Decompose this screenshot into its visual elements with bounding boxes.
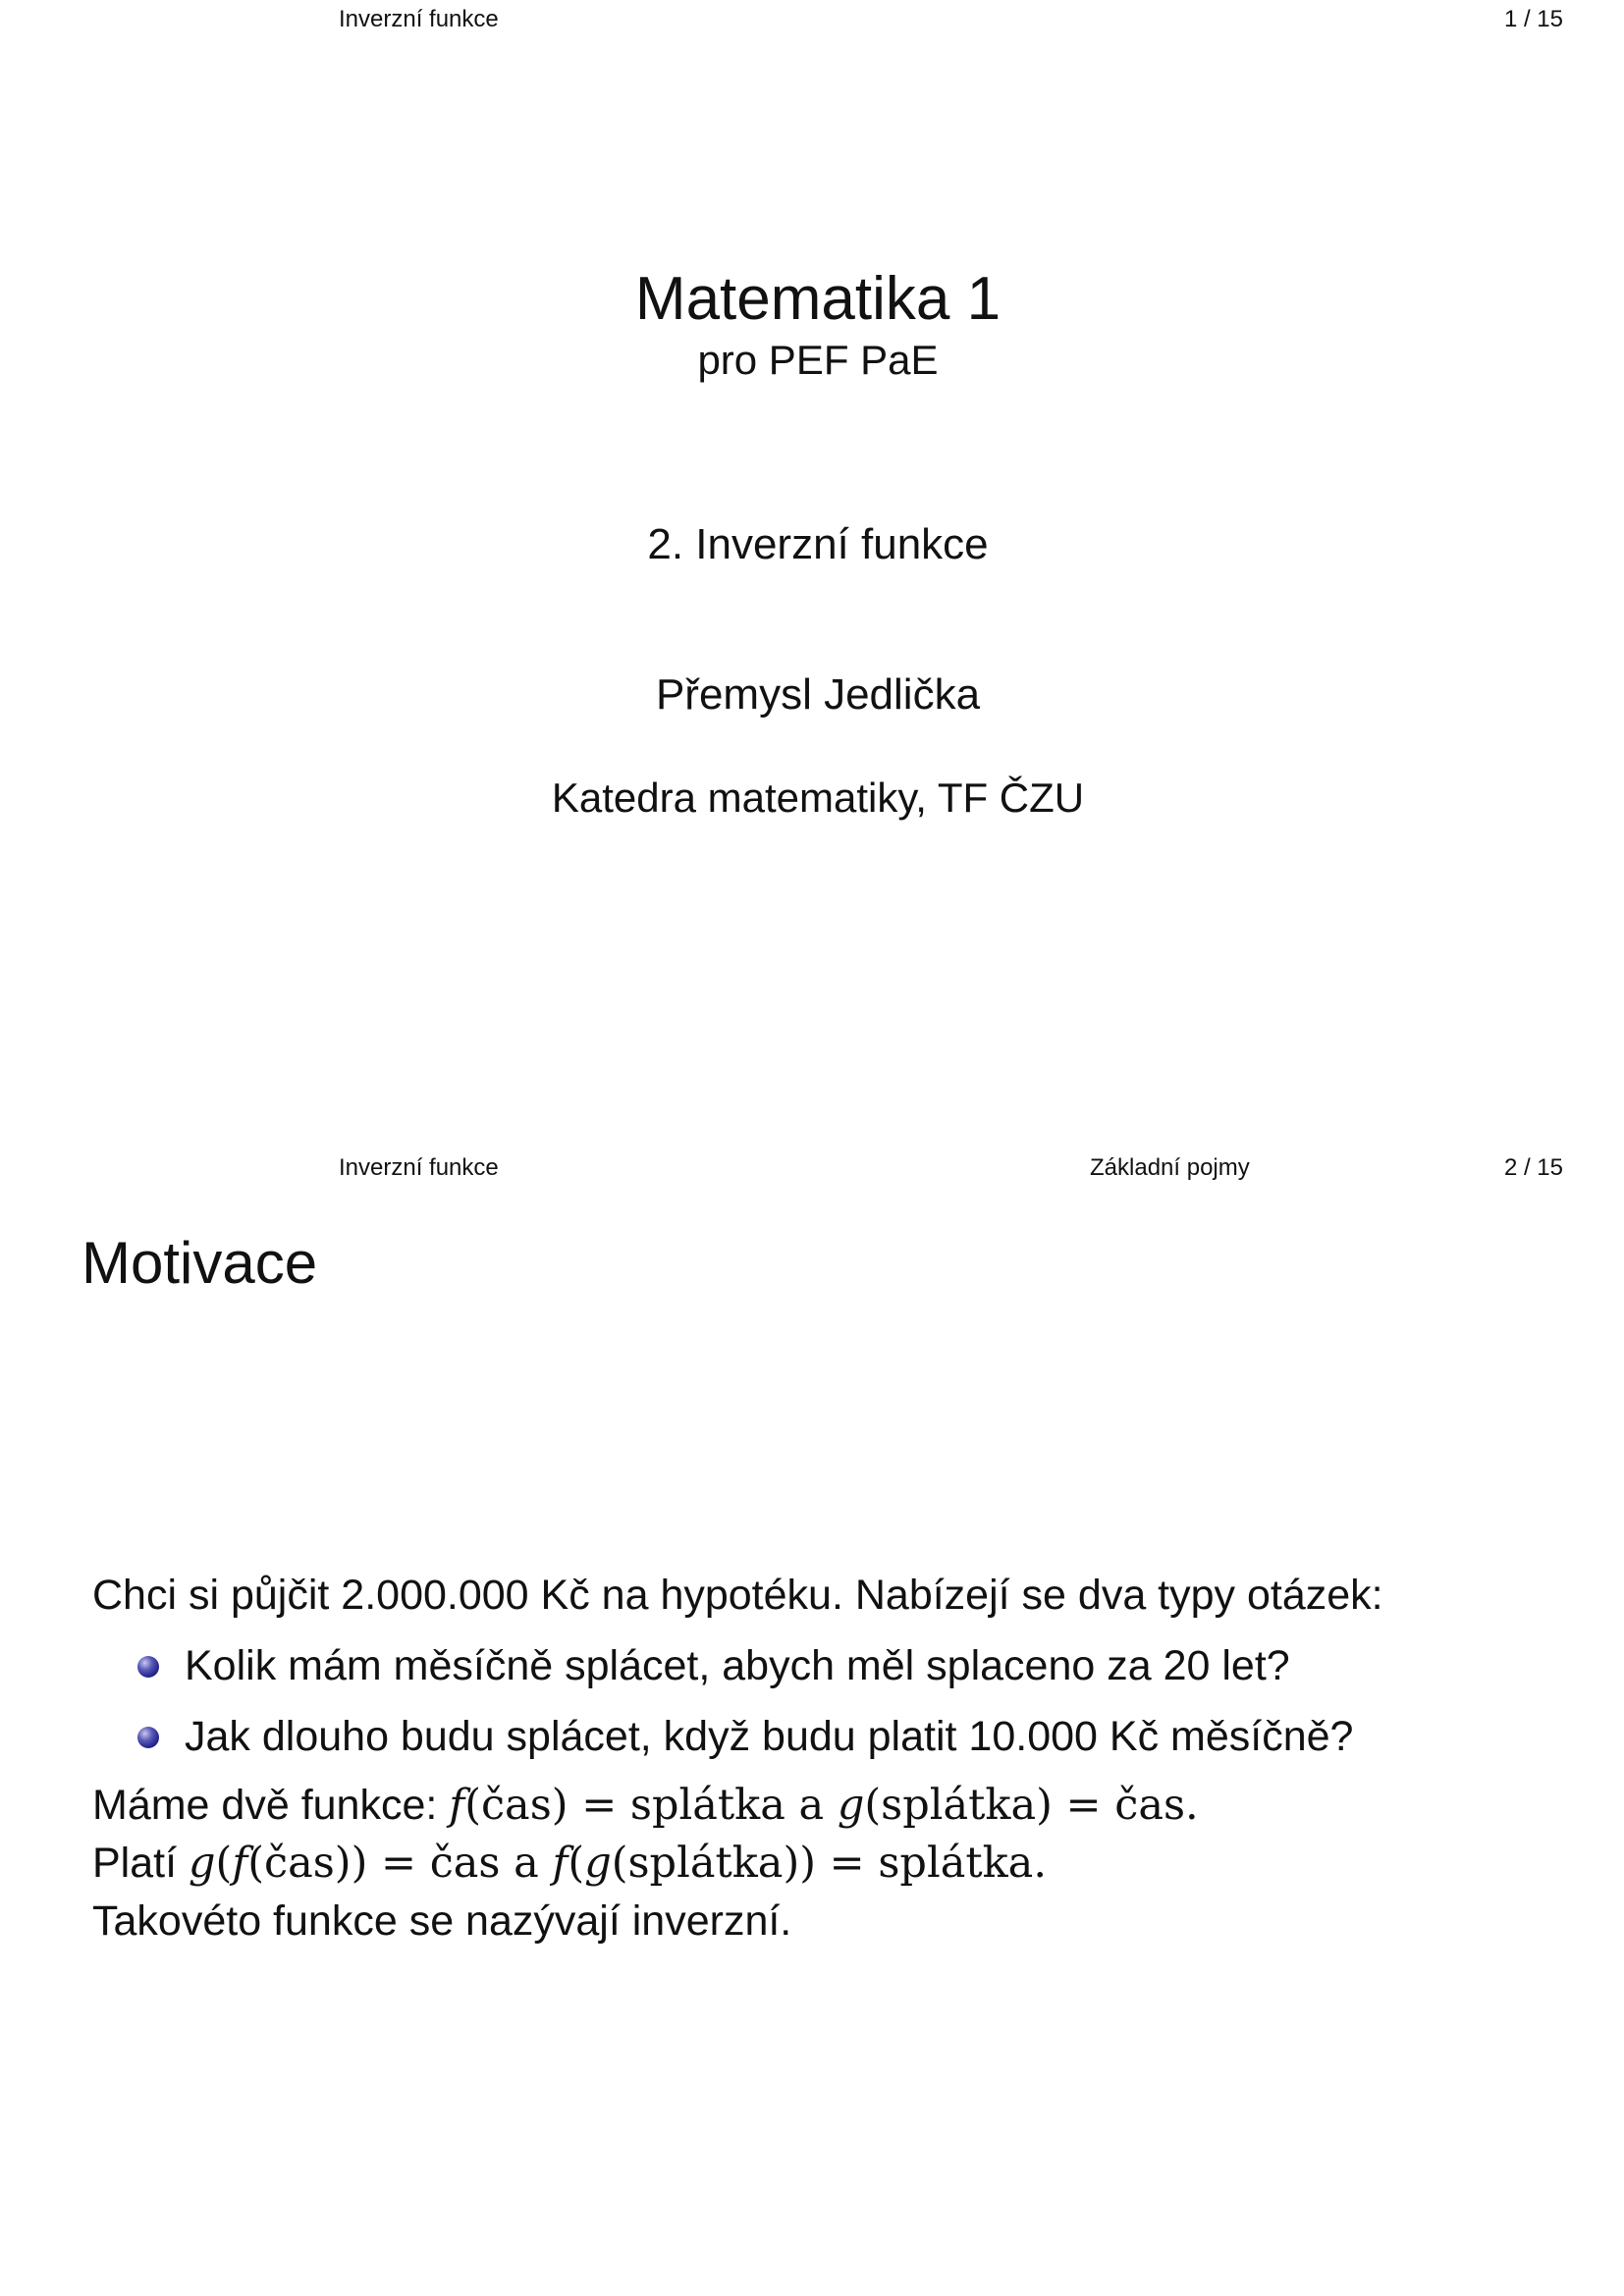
conclusion-line: Takovéto funkce se nazývají inverzní. (92, 1897, 792, 1945)
bullet-icon (137, 1656, 159, 1678)
frame-title: Motivace (81, 1230, 318, 1296)
function-g-symbol: g (189, 1839, 216, 1888)
function-g-symbol: g (584, 1839, 612, 1888)
functions-definition-line (92, 1781, 1199, 1830)
open-paren: ( (215, 1839, 233, 1888)
composition-fg-expression: (splátka)) = splátka. (611, 1839, 1047, 1888)
function-g-symbol: g (837, 1781, 865, 1830)
bullet-text: Jak dlouho budu splácet, když budu platit 10.000 Kč měsíčně? (185, 1713, 1354, 1760)
intro-paragraph: Chci si půjčit 2.000.000 Kč na hypotéku. Nabízejí se dva typy otázek: (92, 1572, 1383, 1619)
header-short-title: Inverzní funkce (339, 6, 499, 32)
composition-line (92, 1839, 1047, 1888)
page-number: 1 / 15 (1503, 6, 1563, 32)
composition-gf-expression: (čas)) = čas a (247, 1839, 553, 1888)
page-number: 2 / 15 (1503, 1154, 1563, 1181)
header-short-title: Inverzní funkce (339, 1154, 499, 1181)
presentation-title: Matematika 1 (634, 265, 1001, 333)
header-section-name: Základní pojmy (1090, 1154, 1250, 1181)
slide-2 (0, 1148, 1624, 2296)
bullet-text: Kolik mám měsíčně splácet, abych měl splaceno za 20 let? (185, 1642, 1290, 1689)
presentation-subtitle: pro PEF PaE (697, 337, 939, 383)
bullet-icon (137, 1727, 159, 1748)
function-f-symbol: f (552, 1839, 568, 1888)
open-paren: ( (568, 1839, 585, 1888)
institute-name: Katedra matematiky, TF ČZU (551, 774, 1085, 821)
author-name: Přemysl Jedlička (655, 670, 981, 719)
lecture-title: 2. Inverzní funkce (647, 520, 989, 568)
function-f-symbol: f (232, 1839, 248, 1888)
line-prefix: Máme dvě funkce: (92, 1782, 438, 1829)
function-f-symbol: f (449, 1781, 465, 1830)
function-f-expression: (čas) = splátka a (464, 1781, 838, 1830)
line-prefix: Platí (92, 1840, 189, 1887)
function-g-expression: (splátka) = čas. (864, 1781, 1199, 1830)
